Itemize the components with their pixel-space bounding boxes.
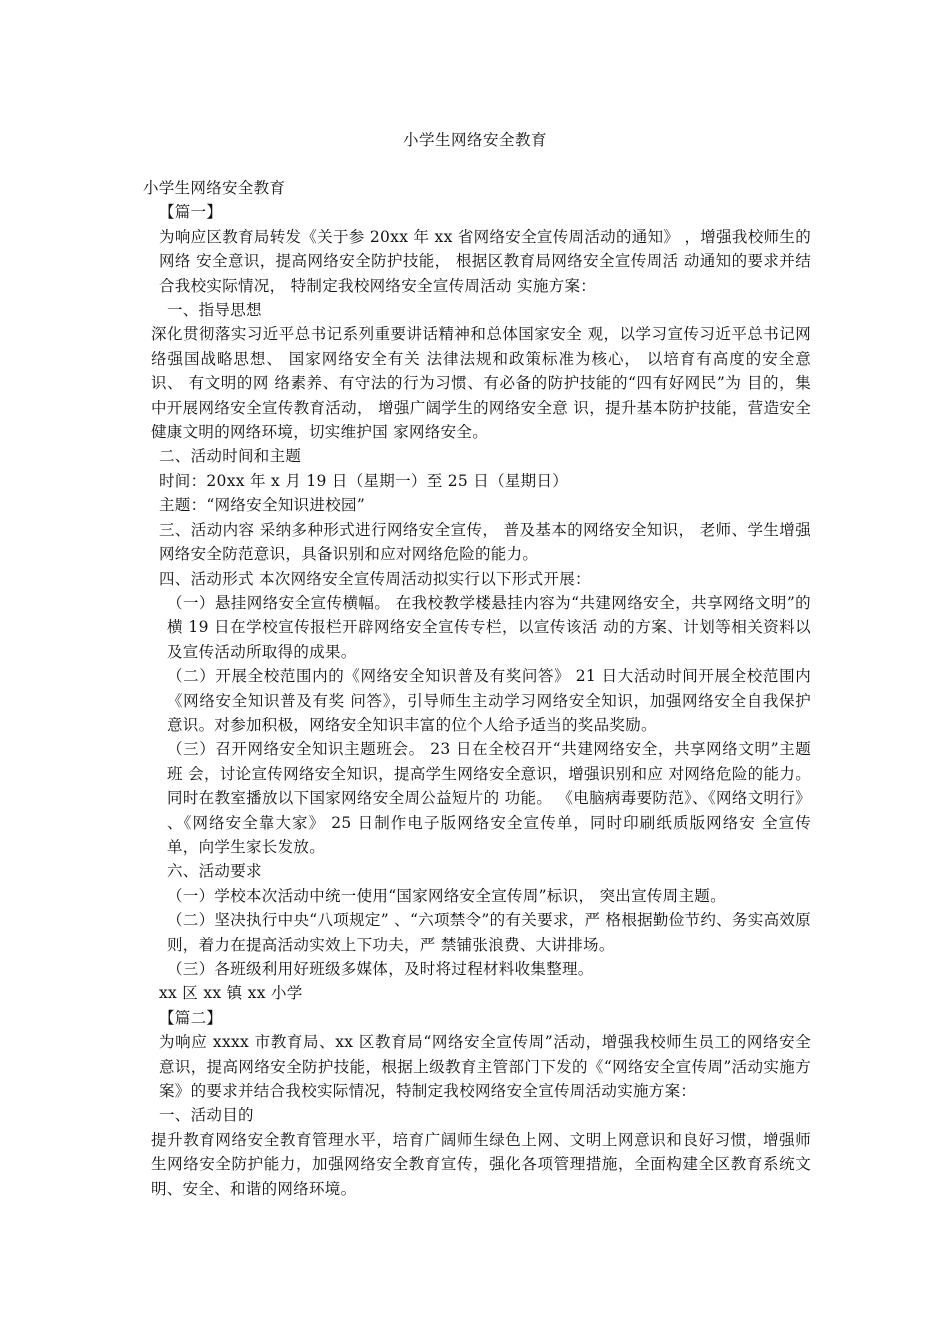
paragraph: 提升教育网络安全教育管理水平，培育广阔师生绿色上网、文明上网意识和良好习惯，增强师生网络安全防护能力，加强网络安全教育宣传，强化各项管理措施，全面构建全区教育系统文明、安全、和谐的网络环境。 — [151, 1130, 811, 1198]
paragraph: 为响应 xxxx 市教育局、xx 区教育局“网络安全宣传周”活动，增强我校师生员工的网络安全意识，提高网络安全防护技能，根据上级教育主管部门下发的《“网络安全宣传周”活动实施方案》的要求并结合我校实际情况，特制定我校网络安全宣传周活动实施方案： — [159, 1033, 811, 1101]
paragraph: （三）各班级利用好班级多媒体，及时将过程材料收集整理。 — [167, 960, 594, 978]
document-title: 小学生网络安全教育 — [402, 131, 547, 149]
paragraph: xx 区 xx 镇 xx 小学 — [159, 984, 303, 1003]
paragraph: 深化贯彻落实习近平总书记系列重要讲话精神和总体国家安全 观，以学习宣传习近平总书记网络强国战略思想、 国家网络安全有关 法律法规和政策标准为核心， 以培育有高度的安全意识、 有文明的网 络素养、有守法的行为习惯、有必备的防护技能的“四有好网民”为 目的，集中开展网络安全宣传教育活动， 增强广阔学生的网络安全意 识，提升基本防护技能，营造安全健康文明的网络环境，切实维护国 家网络安全。 — [151, 325, 811, 442]
paragraph: 四、活动形式 本次网络安全宣传周活动拟实行以下形式开展： — [159, 569, 591, 588]
paragraph: 时间：20xx 年 x 月 19 日（星期一）至 25 日（星期日） — [159, 471, 569, 490]
paragraph: （一）学校本次活动中统一使用“国家网络安全宣传周”标识， 突出宣传周主题。 — [167, 886, 726, 905]
paragraph: 三、活动内容 采纳多种形式进行网络安全宣传， 普及基本的网络安全知识， 老师、学生增强网络安全防范意识，具备识别和应对网络危险的能力。 — [159, 520, 811, 564]
paragraph: （二）开展全校范围内的《网络安全知识普及有奖问答》 21 日大活动时间开展全校范围内《网络安全知识普及有奖 问答》，引导师生主动学习网络安全知识，加强网络安全自我保护意识。对参加积极，网络安全知识丰富的位个人给予适当的奖品奖励。 — [167, 667, 811, 734]
document-body — [143, 176, 811, 1201]
paragraph: 二、活动时间和主题 — [159, 447, 302, 466]
paragraph: （一）悬挂网络安全宣传横幅。 在我校教学楼悬挂内容为“共建网络安全，共享网络文明”的横 19 日在学校宣传报栏开辟网络安全宣传专栏，以宣传该活 动的方案、计划等相关资料以及宣传活动所取得的成果。 — [167, 593, 811, 661]
paragraph: 【篇一】 — [159, 203, 223, 222]
paragraph: 六、活动要求 — [167, 862, 262, 881]
paragraph: 主题：“网络安全知识进校园” — [159, 496, 366, 515]
paragraph: 一、活动目的 — [159, 1106, 254, 1125]
paragraph: （三）召开网络安全知识主题班会。 23 日在全校召开“共建网络安全，共享网络文明”主题班 会，讨论宣传网络安全知识，提高学生网络安全意识，增强识别和应 对网络危险的能力。同时在教室播放以下国家网络安全周公益短片的 功能。 《电脑病毒要防范》、《网络文明行》 、《网络安全靠大家》 25 日制作电子版网络安全宣传单，同时印刷纸质版网络安 全宣传单，向学生家长发放。 — [167, 740, 811, 856]
paragraph: 一、指导思想 — [167, 301, 262, 320]
paragraph: 为响应区教育局转发《关于参 20xx 年 xx 省网络安全宣传周活动的通知》 ，增强我校师生的网络 安全意识，提高网络安全防护技能， 根据区教育局网络安全宣传周活 动通知的要求并结合我校实际情况， 特制定我校网络安全宣传周活动 实施方案： — [159, 227, 811, 295]
paragraph: 【篇二】 — [159, 1008, 223, 1027]
paragraph: 小学生网络安全教育 — [143, 179, 286, 197]
paragraph: （二）坚决执行中央“八项规定” 、“六项禁令”的有关要求，严 格根据勤俭节约、务实高效原则，着力在提高活动实效上下功夫，严 禁铺张浪费、大讲排场。 — [167, 911, 811, 954]
